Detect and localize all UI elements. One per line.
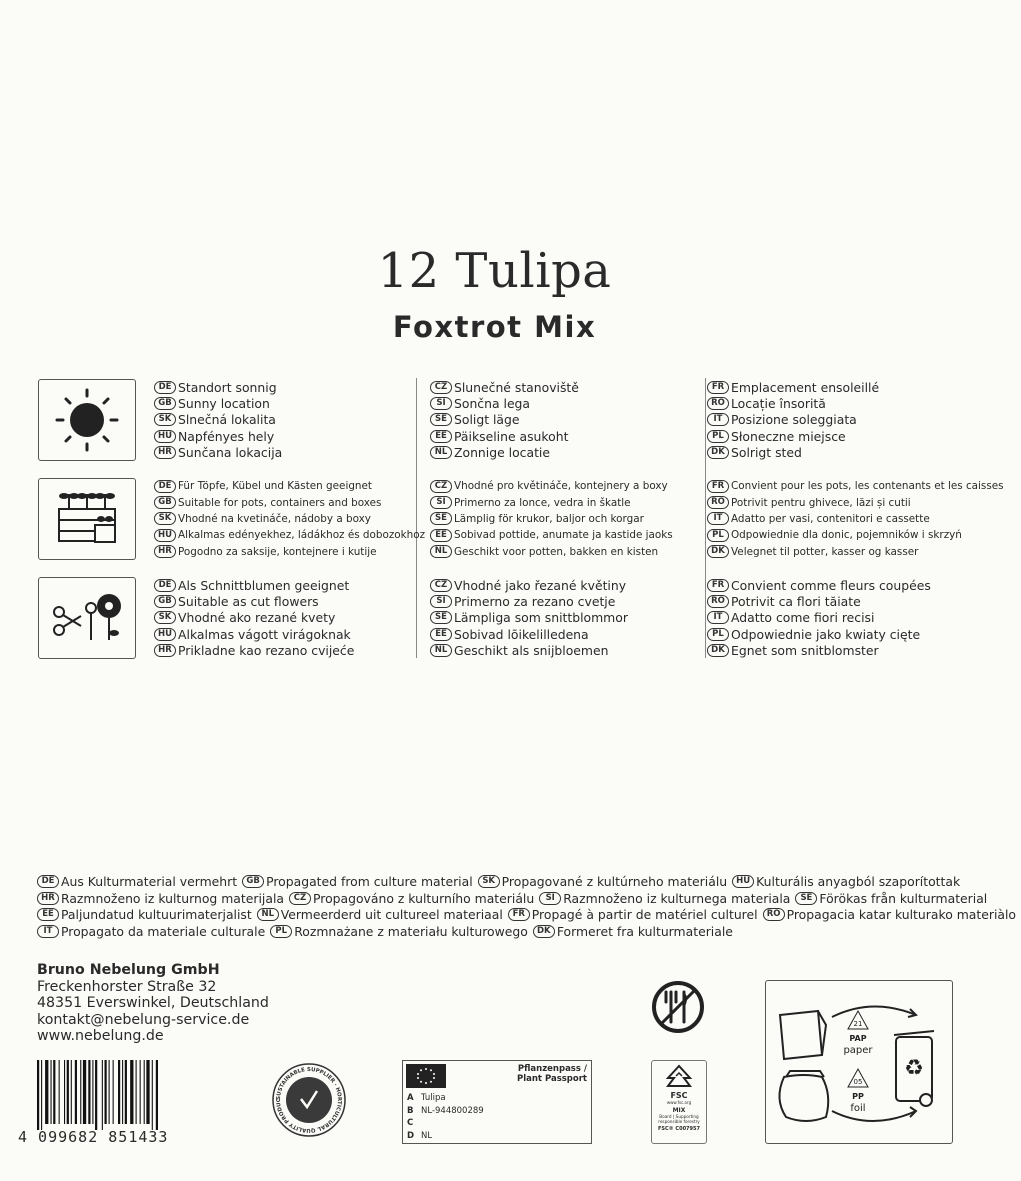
propagation-segment (478, 874, 727, 889)
feature-line (707, 428, 879, 444)
passport-row (407, 1130, 484, 1143)
propagation-segment (533, 924, 733, 939)
feature-text: Slnečná lokalita (178, 412, 276, 428)
barcode-bar (125, 1060, 127, 1124)
feature-line (707, 544, 1004, 560)
language-badge: CZ (430, 381, 452, 394)
feature-text: Odpowiednie dla donic, pojemników i skrzyń (731, 529, 962, 542)
language-badge: DE (154, 381, 176, 394)
feature-line (154, 626, 354, 642)
feature-line (430, 643, 628, 659)
feature-line (154, 428, 282, 444)
propagation-segment (270, 924, 528, 939)
feature-text: Locație însorită (731, 396, 826, 412)
language-badge: SK (478, 875, 500, 888)
feature-text: Suitable for pots, containers and boxes (178, 496, 382, 509)
feature-line (154, 643, 354, 659)
feature-text: Posizione soleggiata (731, 412, 857, 428)
feature-line (430, 478, 673, 494)
feature-text: Alkalmas edényekhez, ládákhoz és dobozokhoz (178, 529, 426, 542)
feature-line (707, 395, 879, 411)
propagation-text: Propagacia katar kulturako materiàlo (786, 907, 1017, 922)
language-badge: GB (242, 875, 264, 888)
feature-text: Odpowiednie jako kwiaty cięte (731, 626, 921, 642)
feature-line (430, 610, 628, 626)
language-badge: PL (707, 628, 729, 641)
feature-line (154, 395, 282, 411)
propagation-text: Paljundatud kultuurimaterjalist (61, 907, 252, 922)
barcode-bar (71, 1060, 72, 1124)
fsc-mix: MIX (672, 1107, 686, 1114)
feature-line (430, 593, 628, 609)
language-badge: IT (707, 413, 729, 426)
language-badge: RO (707, 496, 729, 509)
language-badge: CZ (430, 480, 452, 493)
language-badge: FR (508, 908, 530, 921)
sun-icon (39, 380, 135, 460)
feature-text: Slunečné stanoviště (454, 379, 579, 395)
propagation-line (37, 924, 738, 939)
feature-column (430, 577, 628, 659)
planter-icon-box (38, 478, 136, 560)
barcode-bar (118, 1060, 120, 1124)
propagation-text: Propagato da materiale culturale (61, 923, 266, 939)
propagation-text: Förökas från kulturmaterial (819, 890, 988, 906)
foil-abbr: PP (852, 1092, 864, 1101)
barcode-bar (80, 1060, 81, 1124)
propagation-text: Propagované z kultúrneho materiálu (501, 874, 728, 889)
feature-text: Sončna lega (454, 396, 531, 412)
feature-text: Potrivit pentru ghivece, lăzi și cutii (731, 496, 911, 509)
feature-text: Standort sonnig (178, 379, 277, 395)
barcode-bar (75, 1060, 77, 1124)
feature-line (154, 527, 425, 543)
language-badge: GB (154, 397, 176, 410)
feature-line (154, 379, 282, 395)
passport-row-value: Tulipa (421, 1093, 446, 1103)
language-badge: DE (154, 480, 176, 493)
feature-column (154, 577, 354, 659)
feature-text: Sunny location (178, 396, 270, 412)
propagation-text: Propagováno z kulturního materiálu (313, 890, 535, 906)
propagation-segment (37, 907, 252, 922)
paper-label: paper (843, 1045, 873, 1056)
language-badge: CZ (430, 579, 452, 592)
feature-line (430, 527, 673, 543)
language-badge: DK (707, 644, 729, 657)
language-badge: HU (732, 875, 754, 888)
feature-text: Geschikt voor potten, bakken en kisten (454, 545, 659, 558)
sustainable-supplier-seal (272, 1063, 346, 1137)
language-badge: DE (37, 875, 59, 888)
language-badge: RO (763, 908, 785, 921)
language-badge: SK (154, 611, 176, 624)
propagation-segment (37, 924, 265, 939)
propagation-line (37, 874, 965, 889)
feature-line (430, 428, 579, 444)
language-badge: IT (707, 611, 729, 624)
feature-text: Soligt läge (454, 412, 520, 428)
passport-row-value: NL (421, 1130, 433, 1141)
language-badge: SK (154, 413, 176, 426)
fsc-name: FSC (670, 1091, 688, 1100)
feature-text: Alkalmas vágott virágoknak (178, 626, 351, 642)
company-email[interactable]: kontakt@nebelung-service.de (37, 1011, 250, 1028)
language-badge: PL (707, 529, 729, 542)
barcode-bar (140, 1060, 141, 1124)
passport-title: Pflanzenpass / (517, 1064, 587, 1074)
column-divider (705, 378, 706, 658)
feature-text: Lämpliga som snittblommor (454, 610, 628, 626)
language-badge: NL (257, 908, 279, 921)
fsc-site: www.fsc.org (666, 1100, 692, 1105)
feature-text: Napfényes hely (178, 428, 275, 444)
feature-column (154, 379, 282, 461)
feature-line (430, 544, 673, 560)
barcode-bar (67, 1060, 69, 1124)
language-badge: DK (533, 925, 555, 938)
feature-line (154, 511, 425, 527)
barcode-bar (152, 1060, 153, 1130)
feature-text: Sunčana lokacija (178, 445, 283, 461)
feature-line (707, 478, 1004, 494)
language-badge: SI (430, 496, 452, 509)
feature-line (154, 445, 282, 461)
feature-text: Prikladne kao rezano cvijeće (178, 643, 355, 659)
barcode-bar (109, 1060, 110, 1124)
feature-text: Vhodné pro květináče, kontejnery a boxy (454, 480, 668, 493)
feature-text: Convient pour les pots, les contenants et les caisses (731, 480, 1004, 493)
barcode-number: 4 099682 851433 (18, 1128, 169, 1146)
propagation-text: Aus Kulturmaterial vermehrt (61, 874, 238, 889)
passport-row (407, 1092, 484, 1105)
company-city: 48351 Everswinkel, Deutschland (37, 995, 269, 1011)
language-badge: SE (430, 611, 452, 624)
feature-text: Päikseline asukoht (454, 428, 569, 444)
passport-row-key: B (407, 1105, 414, 1116)
feature-line (154, 544, 425, 560)
propagation-segment (257, 907, 503, 922)
propagation-segment (242, 874, 473, 889)
feature-line (154, 593, 354, 609)
feature-text: Velegnet til potter, kasser og kasser (731, 545, 919, 558)
fsc-desc: Board | Supporting responsible forestry (658, 1114, 700, 1124)
feature-line (154, 478, 425, 494)
barcode-bar (122, 1060, 123, 1124)
feature-line (430, 379, 579, 395)
paper-abbr: PAP (849, 1034, 867, 1043)
feature-line (154, 610, 354, 626)
seal-text: SUSTAINABLE SUPPLIER · HORTICULTURAL QUALITY PRODUC (275, 1066, 343, 1134)
feature-line (707, 494, 1004, 510)
language-badge: DK (707, 545, 729, 558)
propagation-segment (539, 891, 790, 906)
plant-passport (402, 1060, 592, 1144)
language-badge: NL (430, 644, 452, 657)
barcode-bar (102, 1060, 103, 1130)
feature-line (430, 412, 579, 428)
language-badge: DE (154, 579, 176, 592)
passport-row (407, 1105, 484, 1118)
feature-line (154, 577, 354, 593)
foil-code: 05 (853, 1078, 863, 1086)
company-website[interactable]: www.nebelung.de (37, 1028, 164, 1044)
language-badge: EE (37, 908, 59, 921)
propagation-line (37, 891, 992, 906)
barcode-bar (64, 1060, 65, 1124)
feature-text: Potrivit ca flori tăiate (731, 594, 861, 610)
feature-text: Primerno za rezano cvetje (454, 594, 616, 610)
barcode-bar (92, 1060, 93, 1124)
not-food-safe-icon (651, 980, 705, 1034)
propagation-text: Razmnoženo iz kulturnega materiala (563, 890, 791, 906)
propagation-text: Razmnoženo iz kulturnog materijala (61, 890, 284, 906)
planter-box-icon (39, 479, 135, 559)
language-badge: HU (154, 430, 176, 443)
barcode-bar (136, 1060, 137, 1124)
language-badge: SI (430, 397, 452, 410)
language-badge: FR (707, 579, 729, 592)
propagation-segment (763, 907, 1016, 922)
feature-text: Für Töpfe, Kübel und Kästen geeignet (178, 480, 372, 493)
barcode-bar (41, 1060, 42, 1130)
company-name: Bruno Nebelung GmbH (37, 962, 220, 978)
passport-row-value: NL-944800289 (421, 1105, 484, 1116)
feature-column (430, 379, 579, 461)
barcode-bar (45, 1060, 48, 1124)
passport-row (407, 1117, 484, 1130)
propagation-segment (508, 907, 758, 922)
feature-line (430, 626, 628, 642)
feature-line (707, 577, 931, 593)
feature-text: Sobivad lõikelilledena (454, 626, 589, 642)
language-badge: DK (707, 446, 729, 459)
fsc-logo (651, 1060, 707, 1144)
feature-text: Adatto come fiori recisi (731, 610, 875, 626)
language-badge: PL (707, 430, 729, 443)
barcode-bar (88, 1060, 90, 1124)
barcode-bar (37, 1060, 39, 1130)
feature-text: Convient comme fleurs coupées (731, 577, 931, 593)
language-badge: HR (37, 892, 59, 905)
feature-line (707, 527, 1004, 543)
fsc-tree-icon (664, 1064, 694, 1090)
propagation-segment (37, 891, 284, 906)
company-street: Freckenhorster Straße 32 (37, 978, 217, 995)
feature-text: Pogodno za saksije, kontejnere i kutije (178, 545, 377, 558)
language-badge: IT (37, 925, 59, 938)
recycling-info (765, 980, 953, 1144)
feature-text: Vhodné ako rezané kvety (178, 610, 336, 626)
feature-line (707, 511, 1004, 527)
barcode-bar (53, 1060, 55, 1124)
feature-column (707, 478, 1004, 560)
propagation-text: Kulturális anyagból szaporítottak (756, 874, 961, 889)
sun-icon-box (38, 379, 136, 461)
feature-line (707, 379, 879, 395)
feature-text: Solrigt sted (731, 445, 802, 461)
feature-line (707, 445, 879, 461)
page-subtitle: Foxtrot Mix (392, 310, 597, 344)
feature-text: Vhodné na kvetináče, nádoby a boxy (178, 512, 371, 525)
svg-text:♻: ♻ (904, 1056, 924, 1081)
language-badge: GB (154, 595, 176, 608)
barcode-bar (144, 1060, 145, 1124)
barcode-bar (113, 1060, 114, 1124)
barcode-bar (156, 1060, 158, 1130)
feature-text: Primerno za lonce, vedra in škatle (454, 496, 631, 509)
barcode-bar (83, 1060, 86, 1124)
feature-column (707, 379, 879, 461)
feature-text: Suitable as cut flowers (178, 594, 319, 610)
passport-row-key: D (407, 1130, 415, 1141)
language-badge: EE (430, 529, 452, 542)
language-badge: HR (154, 545, 176, 558)
barcode-bar (146, 1060, 149, 1124)
language-badge: SK (154, 512, 176, 525)
paper-code: 21 (853, 1020, 863, 1028)
scissors-flower-icon (39, 578, 135, 658)
feature-line (707, 412, 879, 428)
feature-line (430, 511, 673, 527)
feature-text: Słoneczne miejsce (731, 428, 846, 444)
feature-line (430, 577, 628, 593)
propagation-text: Vermeerderd uit cultureel materiaal (280, 907, 503, 922)
feature-text: Egnet som snitblomster (731, 643, 879, 659)
language-badge: NL (430, 446, 452, 459)
feature-line (707, 593, 931, 609)
feature-column (154, 478, 425, 560)
feature-line (707, 610, 931, 626)
feature-text: Vhodné jako řezané květiny (454, 577, 627, 593)
language-badge: SE (430, 512, 452, 525)
language-badge: HU (154, 628, 176, 641)
feature-text: Emplacement ensoleillé (731, 379, 880, 395)
propagation-text: Propagé à partir de matériel culturel (531, 907, 758, 922)
language-badge: GB (154, 496, 176, 509)
language-badge: CZ (289, 892, 311, 905)
barcode-bar (130, 1060, 133, 1124)
language-badge: NL (430, 545, 452, 558)
feature-line (430, 494, 673, 510)
feature-text: Sobivad pottide, anumate ja kastide jaoks (454, 529, 673, 542)
barcode (37, 1060, 197, 1130)
feature-line (707, 643, 931, 659)
feature-text: Lämplig för krukor, baljor och korgar (454, 512, 644, 525)
eu-flag-icon (406, 1064, 446, 1088)
language-badge: EE (430, 628, 452, 641)
feature-line (154, 412, 282, 428)
passport-rows (407, 1092, 484, 1142)
feature-line (154, 494, 425, 510)
feature-text: Zonnige locatie (454, 445, 550, 461)
language-badge: HR (154, 446, 176, 459)
propagation-segment (732, 874, 960, 889)
language-badge: RO (707, 397, 729, 410)
foil-label: foil (850, 1103, 866, 1114)
language-badge: RO (707, 595, 729, 608)
language-badge: SI (430, 595, 452, 608)
feature-line (707, 626, 931, 642)
feature-line (430, 395, 579, 411)
language-badge: IT (707, 512, 729, 525)
passport-row-key: A (407, 1093, 414, 1103)
language-badge: HR (154, 644, 176, 657)
propagation-text: Formeret fra kulturmateriale (556, 923, 733, 939)
recycling-graphic (766, 981, 952, 1143)
feature-line (430, 445, 579, 461)
passport-row-key: C (407, 1118, 414, 1128)
propagation-text: Rozmnażane z materiału kulturowego (294, 923, 528, 939)
propagation-segment (795, 891, 987, 906)
barcode-bar (95, 1060, 97, 1130)
barcode-bar (51, 1060, 52, 1124)
scissors-icon-box (38, 577, 136, 659)
language-badge: SI (539, 892, 561, 905)
barcode-bar (105, 1060, 107, 1124)
feature-text: Adatto per vasi, contenitori e cassette (731, 512, 930, 525)
propagation-segment (37, 874, 237, 889)
language-badge: SE (430, 413, 452, 426)
feature-column (430, 478, 673, 560)
barcode-bar (59, 1060, 60, 1124)
language-badge: SE (795, 892, 817, 905)
language-badge: FR (707, 480, 729, 493)
feature-text: Als Schnittblumen geeignet (178, 577, 350, 593)
language-badge: PL (270, 925, 292, 938)
propagation-text: Propagated from culture material (266, 874, 473, 889)
company-address (37, 962, 269, 1045)
propagation-line (37, 907, 1021, 922)
feature-column (707, 577, 931, 659)
propagation-segment (289, 891, 534, 906)
language-badge: HU (154, 529, 176, 542)
language-badge: EE (430, 430, 452, 443)
fsc-code: FSC® C007957 (658, 1126, 700, 1132)
passport-title-en: Plant Passport (517, 1074, 587, 1084)
language-badge: FR (707, 381, 729, 394)
page-title: 12 Tulipa (377, 243, 612, 299)
feature-text: Geschikt als snijbloemen (454, 643, 609, 659)
